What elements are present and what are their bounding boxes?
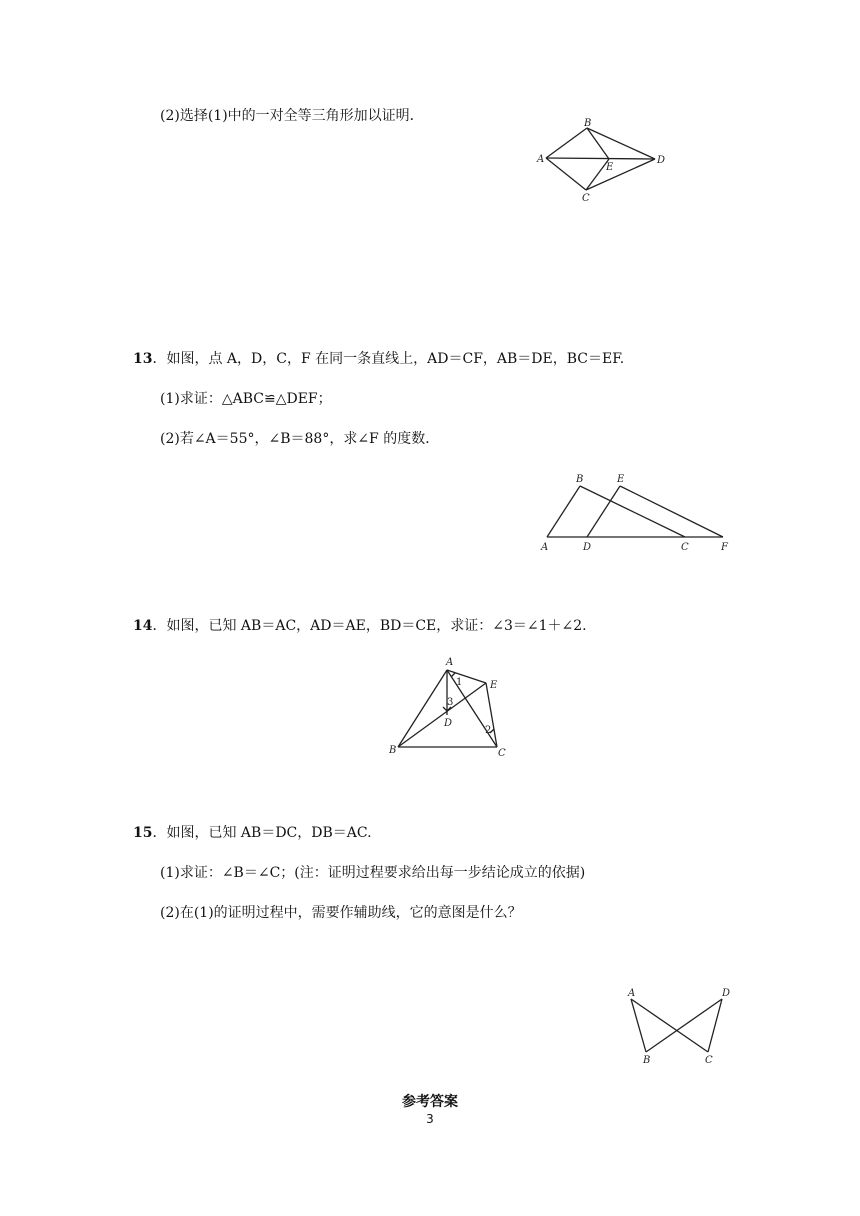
q14-angle-3: 3 [447,697,454,708]
q14-number: 14 [133,618,153,634]
q15-figure [620,985,740,1067]
q14-angle-1: 1 [456,677,463,688]
q15-stem-text: ．如图，已知 AB＝DC，DB＝AC. [152,825,372,841]
q12-label-d: D [657,155,666,166]
q15-stem [133,824,372,842]
q15-number: 15 [133,825,153,841]
q15-label-b: B [643,1055,651,1066]
q13-label-a: A [541,542,549,553]
q13-part2: (2)若∠A＝55°，∠B＝88°，求∠F 的度数． [160,431,440,447]
page-number: 3 [426,1112,434,1126]
q13-stem [133,350,624,368]
q13-label-c: C [681,542,689,553]
q13-number: 13 [133,351,153,367]
q14-label-e: E [490,680,498,691]
q12-label-a: A [537,154,545,165]
q15-label-d: D [722,988,731,999]
q12-label-b: B [584,118,592,129]
q14-label-b: B [389,745,397,756]
q15-part1: (1)求证：∠B＝∠C；(注：证明过程要求给出每一步结论成立的依据) [160,865,586,881]
q14-stem-text: ．如图，已知 AB＝AC，AD＝AE，BD＝CE，求证：∠3＝∠1＋∠2. [152,618,587,634]
answers-heading: 参考答案 [402,1094,458,1110]
q13-part1: (1)求证：△ABC≌△DEF； [160,391,332,407]
q13-label-d: D [583,542,592,553]
q15-label-c: C [705,1055,713,1066]
q14-label-c: C [498,748,506,759]
q13-label-e: E [617,474,625,485]
q15-part2: (2)在(1)的证明过程中，需要作辅助线，它的意图是什么？ [160,905,522,921]
q13-stem-text: ．如图，点 A，D，C，F 在同一条直线上，AD＝CF，AB＝DE，BC＝EF. [152,351,625,367]
q14-stem [133,617,587,635]
q12-label-c: C [582,193,590,204]
q12-part2: (2)选择(1)中的一对全等三角形加以证明． [160,108,424,124]
q14-label-a: A [446,657,454,668]
q13-label-f: F [721,542,728,553]
q12-label-e: E [606,162,614,173]
q15-label-a: A [628,988,636,999]
q13-label-b: B [576,474,584,485]
q14-figure [385,655,515,763]
q14-angle-2: 2 [485,725,492,736]
q14-label-d: D [444,718,453,729]
q13-figure [535,470,745,556]
q12-figure [530,115,670,207]
